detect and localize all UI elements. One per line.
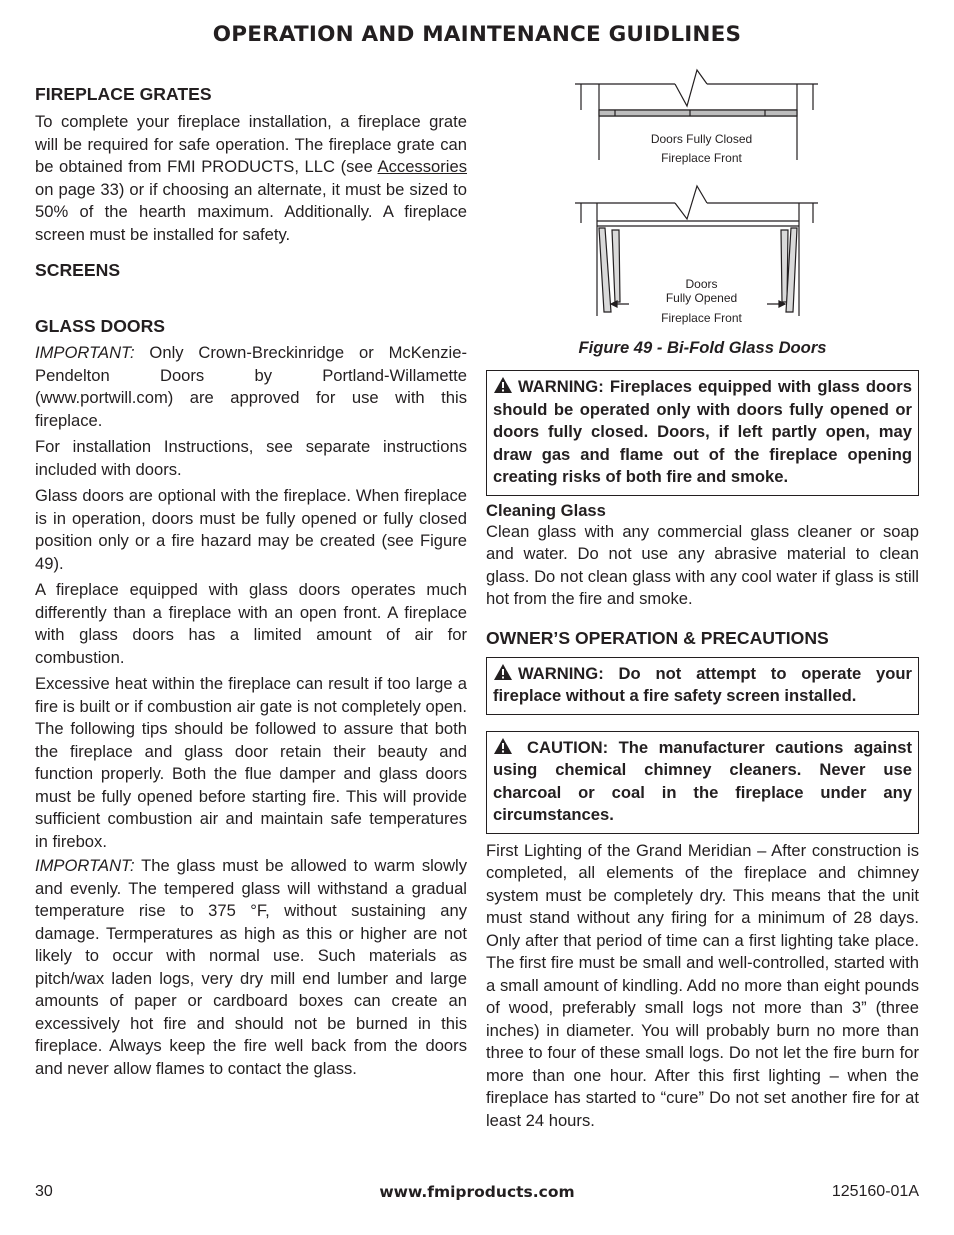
owners-operation-heading: OWNER’S OPERATION & PRECAUTIONS [486, 627, 829, 648]
warning-box-screen: WARNING: Do not attempt to operate your fireplace without a fire safety screen installed. [486, 657, 919, 715]
glass-doors-heat: Excessive heat within the fireplace can result if too large a fire is built or if combustion air gate is not completely open. The following tips should be followed to assure that both the fireplace and glass door retain their beauty and function properly. Both the flue damper and glass doors must be fully opened before starting fire. This will provide sufficient combustion air and maintain safe temperatures in firebox. [35, 674, 467, 851]
right-column [486, 370, 919, 1136]
glass-doors-important: IMPORTANT: Only Crown-Breckinridge or McKenzie-Pendelton Doors by Portland-Willamette (www.portwill.com) are approved for use with this fireplace. [35, 343, 467, 430]
doc-number: 125160-01A [831, 1183, 919, 1200]
glass-doors-warm: IMPORTANT: The glass must be allowed to warm slowly and evenly. The tempered glass will withstand a gradual temperature rise to 375 °F, without sustaining any damage. Termperatures as high as this or higher are not likely to occur with normal use. Such materials as pitch/wax laden logs, very dry mill end lumber and large amounts of paper or cardboard boxes can create an excessively hot fire and should not be burned in this fireplace. Always keep the fire well back from the doors and never allow flames to contact the glass. [35, 856, 467, 1078]
glass-doors-air: A fireplace equipped with glass doors operates much differently than a fireplace with an open front. A fireplace with glass doors has a limited amount of air for combustion. [35, 580, 467, 667]
warning-box-glass-doors: WARNING: Fireplaces equipped with glass doors should be operated only with doors fully opened or doors fully closed. Doors, if left partly open, may draw gas and flame out of the fireplace opening creating risks of both fire and smoke. [486, 370, 919, 496]
glass-doors-instructions: For installation Instructions, see separate instructions included with doors. [35, 437, 467, 479]
warning-icon [493, 737, 513, 755]
warning-icon [493, 376, 513, 394]
website-link[interactable]: www.fmiproducts.com [379, 1183, 575, 1201]
screens-heading: SCREENS [35, 260, 121, 280]
figure-caption: Figure 49 - Bi-Fold Glass Doors [578, 338, 827, 357]
doors-opened-label-2: Fully Opened [665, 291, 738, 305]
warning-icon [493, 663, 513, 681]
fireplace-grates-heading: FIREPLACE GRATES [35, 84, 212, 104]
page-title: OPERATION AND MAINTENANCE GUIDLINES [212, 22, 742, 47]
first-lighting-text: First Lighting of the Grand Meridian – After construction is completed, all elements of the fireplace and chimney system must be completely dry. This means that the unit must stand without any firing for a minimum of 28 days. Only after that period of time can a first lighting take place. The first fire must be small and well-controlled, started with a small amount of kindling. Add no more than eight pounds of wood, preferably small logs not more than 3” (three inches) in diameter. You will probably burn no more than three to four of these small logs. Do not let the fire burn for more than one hour. After this first lighting – when the fireplace has started to “cure” Do not set another fire for at least 24 hours. [486, 840, 919, 1130]
fireplace-front-label-top: Fireplace Front [661, 151, 742, 165]
doors-opened-label-1: Doors [685, 277, 718, 291]
fireplace-grates-text: To complete your fireplace installation, a fireplace grate will be required for safe operation. The fireplace grate can be obtained from FMI PRODUCTS, LLC (see Accessories on page 33) or if choosing an alternate, it must be sized to 50% of the hearth maximum. Additionally. A fireplace screen must be installed for safety. [35, 112, 467, 244]
fireplace-front-label-bottom: Fireplace Front [661, 311, 742, 325]
glass-doors-optional: Glass doors are optional with the fireplace. When fireplace is in operation, doors must be fully opened or fully closed position only or a fire hazard may be created (see Figure 49). [35, 486, 467, 573]
accessories-link[interactable]: Accessories [377, 157, 467, 176]
left-column [35, 83, 467, 1084]
cleaning-glass-heading: Cleaning Glass [486, 500, 606, 520]
caution-box-chemicals: CAUTION: The manufacturer cautions against using chemical chimney cleaners. Never use charcoal or coal in the fireplace under any circumstances. [486, 731, 919, 834]
glass-doors-heading: GLASS DOORS [35, 316, 166, 336]
doors-closed-label: Doors Fully Closed [650, 132, 753, 146]
page-number: 30 [35, 1183, 53, 1200]
cleaning-glass-text: Clean glass with any commercial glass cleaner or soap and water. Do not use any abrasive material to clean glass. Do not clean glass with any cool water if glass is still hot from the fire and smoke. [486, 521, 919, 608]
